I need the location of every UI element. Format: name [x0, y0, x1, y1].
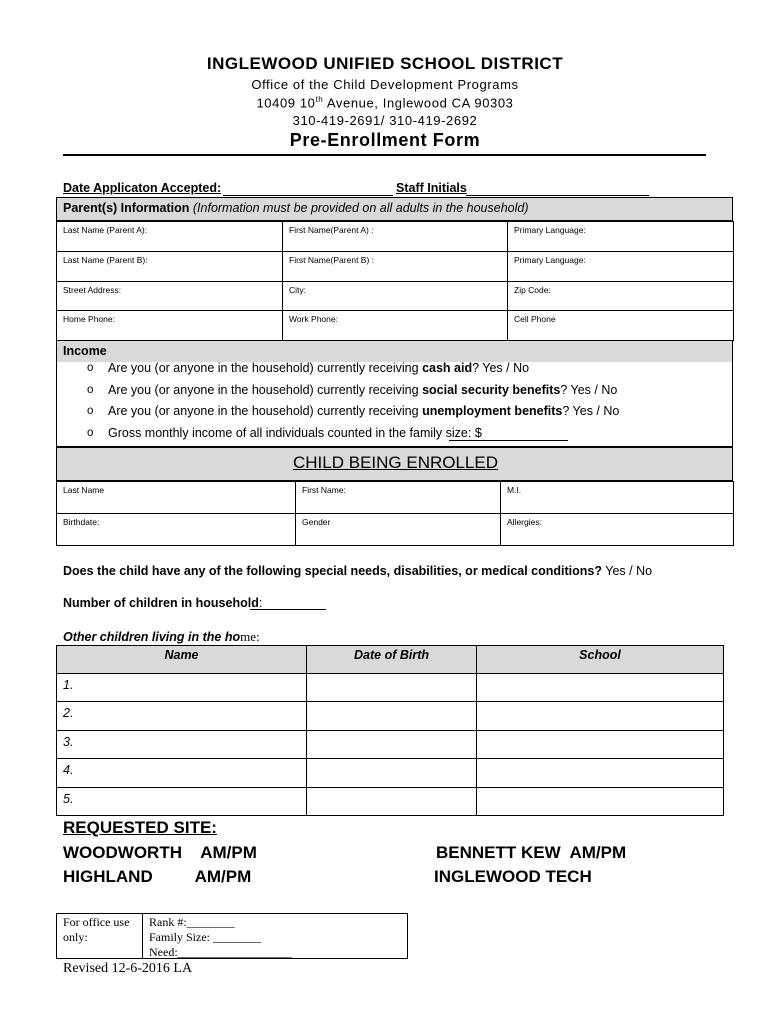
table-row-cell[interactable] — [306, 701, 477, 730]
q1-bold: cash aid — [422, 361, 473, 375]
staff-initials-label: Staff Initials — [396, 181, 467, 195]
income-q-gross: Gross monthly income of all individuals counted in the family size: $ — [108, 426, 482, 440]
q3-pre: Are you (or anyone in the household) currently receiving — [108, 404, 423, 418]
table-row-cell[interactable] — [306, 787, 477, 816]
parents-heading-note: (Information must be provided on all adults in the household) — [189, 201, 529, 215]
table-row-cell[interactable] — [476, 701, 724, 730]
district-title: INGLEWOOD UNIFIED SCHOOL DISTRICT — [206, 54, 564, 73]
parent-field-cell[interactable] — [507, 310, 734, 341]
table-row-number: 4. — [63, 763, 74, 778]
office-use-divider — [142, 913, 143, 959]
table-row-name-cell[interactable] — [56, 730, 307, 759]
parent-field-label: Work Phone: — [289, 314, 338, 325]
child-field-label: M.I. — [507, 485, 522, 495]
child-field-cell[interactable] — [56, 513, 296, 546]
income-q-cash-aid[interactable] — [108, 361, 529, 375]
parent-field-cell[interactable] — [56, 310, 283, 341]
child-field-cell[interactable] — [295, 481, 501, 514]
special-needs-text: Does the child have any of the following special needs, disabilities, or medical conditions? — [63, 564, 603, 578]
phones-line: 310-419-2691/ 310-419-2692 — [292, 113, 478, 128]
child-field-label: Birthdate: — [63, 517, 100, 527]
table-header-label: Name — [164, 648, 199, 662]
child-field-cell[interactable] — [56, 481, 296, 514]
site-woodworth[interactable]: WOODWORTH AM/PM — [63, 843, 257, 862]
office-need: Need:___________________ — [149, 945, 292, 959]
income-bullet-4: o — [87, 427, 94, 439]
office-line: Office of the Child Development Programs — [251, 77, 519, 92]
table-row-cell[interactable] — [306, 673, 477, 702]
q3-bold: unemployment benefits — [422, 404, 563, 418]
parent-field-cell[interactable] — [56, 281, 283, 312]
income-bullet-2: o — [87, 384, 94, 396]
q2-bold: social security benefits — [422, 383, 561, 397]
date-accepted-label: Date Applicaton Accepted: — [63, 181, 222, 195]
table-row-number: 5. — [63, 791, 74, 806]
parent-field-label: Last Name (Parent A): — [63, 225, 148, 235]
parent-field-cell[interactable] — [282, 281, 508, 312]
table-row-cell[interactable] — [476, 758, 724, 787]
header-rule — [63, 154, 706, 156]
income-bullet-1: o — [87, 362, 94, 374]
address-sup: th — [315, 95, 324, 104]
child-heading-bar — [56, 447, 733, 481]
income-heading: Income — [63, 344, 107, 358]
parent-field-cell[interactable] — [507, 251, 734, 282]
table-row-number: 2. — [63, 706, 74, 721]
parent-field-label: Street Address: — [63, 284, 122, 295]
children-count-label: Number of children in household — [63, 596, 259, 610]
q2-pre: Are you (or anyone in the household) currently receiving — [108, 383, 423, 397]
table-row-name-cell[interactable] — [56, 701, 307, 730]
q1-pre: Are you (or anyone in the household) currently receiving — [108, 361, 423, 375]
site-inglewood-tech[interactable]: INGLEWOOD TECH — [434, 867, 592, 886]
office-family-size: Family Size: ________ — [149, 930, 261, 944]
income-bullet-3: o — [87, 405, 94, 417]
child-field-label: Last Name — [63, 485, 105, 495]
table-row-name-cell[interactable] — [56, 673, 307, 702]
q1-post: ? Yes / No — [472, 361, 530, 375]
parents-heading: Parent(s) Information — [63, 201, 190, 215]
children-count-colon: : — [258, 596, 263, 610]
parent-field-cell[interactable] — [507, 281, 734, 312]
q2-post: ? Yes / No — [560, 383, 618, 397]
child-field-label: First Name: — [302, 485, 346, 495]
address-pre: 10409 10 — [256, 95, 316, 111]
income-heading-bar — [56, 340, 733, 362]
table-row-cell[interactable] — [476, 787, 724, 816]
special-needs-question[interactable] — [63, 564, 652, 578]
table-row-cell[interactable] — [476, 730, 724, 759]
address-post: Avenue, Inglewood CA 90303 — [323, 95, 514, 111]
requested-site-heading: REQUESTED SITE: — [63, 818, 217, 837]
table-row-number: 3. — [63, 734, 74, 749]
children-count-question — [63, 596, 262, 610]
parent-field-label: Primary Language: — [514, 254, 586, 265]
child-field-label: Gender — [302, 517, 331, 527]
parent-field-label: First Name(Parent A) : — [289, 225, 374, 235]
address-line — [0, 95, 770, 110]
table-row-name-cell[interactable] — [56, 787, 307, 816]
child-heading: CHILD BEING ENROLLED — [293, 453, 498, 472]
table-row-cell[interactable] — [476, 673, 724, 702]
parent-field-label: Last Name (Parent B): — [63, 254, 148, 265]
office-rank: Rank #:________ — [149, 915, 235, 929]
date-accepted-field[interactable] — [223, 195, 393, 196]
table-row-number: 1. — [63, 678, 74, 692]
parent-field-cell[interactable] — [282, 251, 508, 282]
parents-heading-bar — [56, 197, 733, 221]
parent-field-label: City: — [289, 284, 306, 295]
parent-field-label: First Name(Parent B) : — [289, 254, 375, 265]
income-q-social-security[interactable] — [108, 383, 617, 397]
children-count-field[interactable] — [250, 609, 326, 610]
income-q-unemployment[interactable] — [108, 404, 619, 418]
table-header-label: Date of Birth — [354, 648, 429, 662]
child-field-cell[interactable] — [295, 513, 501, 546]
table-header-cell — [56, 645, 307, 674]
table-header-cell — [476, 645, 724, 674]
table-row-cell[interactable] — [306, 758, 477, 787]
parent-field-cell[interactable] — [507, 221, 734, 252]
table-header-cell — [306, 645, 477, 674]
table-row-cell[interactable] — [306, 730, 477, 759]
other-children-label — [63, 629, 260, 645]
parent-field-label: Cell Phone — [514, 314, 556, 325]
parent-field-cell[interactable] — [282, 310, 508, 341]
staff-initials-field[interactable] — [466, 195, 649, 196]
child-field-label: Allergies: — [507, 517, 542, 527]
table-header-label: School — [579, 648, 621, 662]
form-title: Pre-Enrollment Form — [289, 130, 481, 150]
special-needs-answer: Yes / No — [602, 564, 653, 578]
child-field-cell[interactable] — [500, 513, 734, 546]
other-children-rest: me: — [240, 629, 260, 644]
site-bennett-kew[interactable]: BENNETT KEW AM/PM — [436, 843, 627, 862]
parent-field-cell[interactable] — [56, 251, 283, 282]
parent-field-cell[interactable] — [282, 221, 508, 252]
q3-post: ? Yes / No — [562, 404, 620, 418]
parent-field-label: Home Phone: — [63, 314, 115, 325]
table-row-name-cell[interactable] — [56, 758, 307, 787]
gross-income-field[interactable] — [449, 440, 568, 441]
site-highland[interactable]: HIGHLAND AM/PM — [63, 867, 252, 886]
parent-field-cell[interactable] — [56, 221, 283, 252]
child-field-cell[interactable] — [500, 481, 734, 514]
revised-note: Revised 12-6-2016 LA — [63, 961, 193, 976]
other-children-italic: Other children living in the ho — [63, 630, 241, 644]
parent-field-label: Primary Language: — [514, 225, 586, 235]
parent-field-label: Zip Code: — [514, 284, 551, 295]
office-use-label: For office use only: — [63, 915, 130, 944]
